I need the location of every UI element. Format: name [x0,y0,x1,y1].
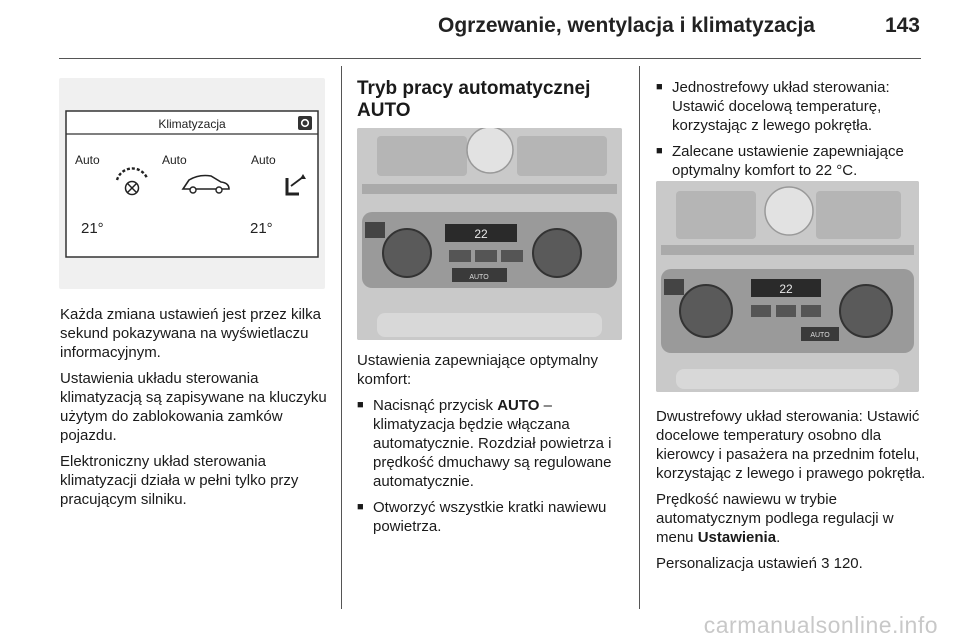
control-panel-illustration [656,181,919,392]
paragraph: Każda zmiana ustawień jest przez kilka sekund pokazywana na wyświetlaczu informacyjnym. [60,306,321,361]
column-1 [60,305,328,516]
bullet-item: ■ Otworzyć wszystkie kratki nawiewu powietrza. [357,499,607,535]
panel-temperature-readout: 22 [474,227,488,241]
center-knob [765,187,813,235]
header-rule [59,58,921,59]
climate-display-figure [59,78,325,289]
column-2 [357,351,627,543]
panel-temperature-readout: 22 [779,282,793,296]
column-3-bullets [656,78,926,187]
paragraph: Personalizacja ustawień 3 120. [656,555,863,572]
display-frame [66,111,318,257]
column-2-heading [357,78,627,122]
right-knob [533,229,581,277]
watermark-url: carmanualsonline.info [703,612,938,638]
settings-menu-reference: Ustawienia [697,529,777,546]
page-reference-icon: 3 [821,555,830,572]
settings-icon [298,116,312,130]
column-3 [656,407,928,580]
fan-auto-label: Auto [75,153,100,167]
display-title: Klimatyzacja [158,117,226,131]
column-divider-1 [341,66,342,609]
section-heading: Tryb pracy automatycznej AUTO [357,78,591,121]
page-number: 143 [884,14,920,37]
bullet-item: ■ Zalecane ustawienie zapewniające optymalny komfort to 22 °C. [656,143,904,179]
paragraph: Ustawienia układu sterowania klimatyzacją są zapisywane na kluczyku użytym do zablokowania zamków pojazdu. [60,370,327,444]
bullet-mark: ■ [357,501,364,513]
column-divider-2 [639,66,640,609]
paragraph: Prędkość nawiewu w trybie automatycznym podlega regulacji w menu Ustawienia. [656,491,894,546]
paragraph: Dwustrefowy układ sterowania: Ustawić docelowe temperatury osobno dla kierowcy i pasażera na przednim fotelu, korzystając z lewego i prawego pokrętła. [656,408,926,482]
climate-control-panel-photo-2 [656,181,919,392]
right-temperature: 21° [250,220,273,237]
bullet-item: ■ Nacisnąć przycisk AUTO – klimatyzacja będzie włączana automatycznie. Rozdział powietrza i prędkość dmuchawy są regulowane automatycznie. [357,397,612,490]
auto-button-reference: AUTO [497,397,540,414]
intro-paragraph: Ustawienia zapewniające optymalny komfort: [357,352,598,388]
climate-display-illustration [59,78,325,289]
paragraph: Elektroniczny układ sterowania klimatyzacji działa w pełni tylko przy pracującym silniku. [60,453,299,508]
auto-button-label: AUTO [810,332,830,339]
bullet-mark: ■ [357,399,364,411]
bullet-mark: ■ [656,145,663,157]
power-button [365,222,385,238]
recirculation-auto-label: Auto [162,153,187,167]
center-knob [467,128,513,173]
auto-button-label: AUTO [469,274,489,281]
right-knob [840,285,892,337]
air-distribution-auto-label: Auto [251,153,276,167]
power-button [664,279,684,295]
bullet-mark: ■ [656,81,663,93]
bullet-item: ■ Jednostrefowy układ sterowania: Ustawić docelową temperaturę, korzystając z lewego pokrętła. [656,79,890,134]
control-panel-illustration [357,128,622,340]
section-title: Ogrzewanie, wentylacja i klimatyzacja [437,14,815,37]
left-temperature: 21° [81,220,104,237]
left-knob [680,285,732,337]
left-knob [383,229,431,277]
climate-control-panel-photo-1 [357,128,622,340]
